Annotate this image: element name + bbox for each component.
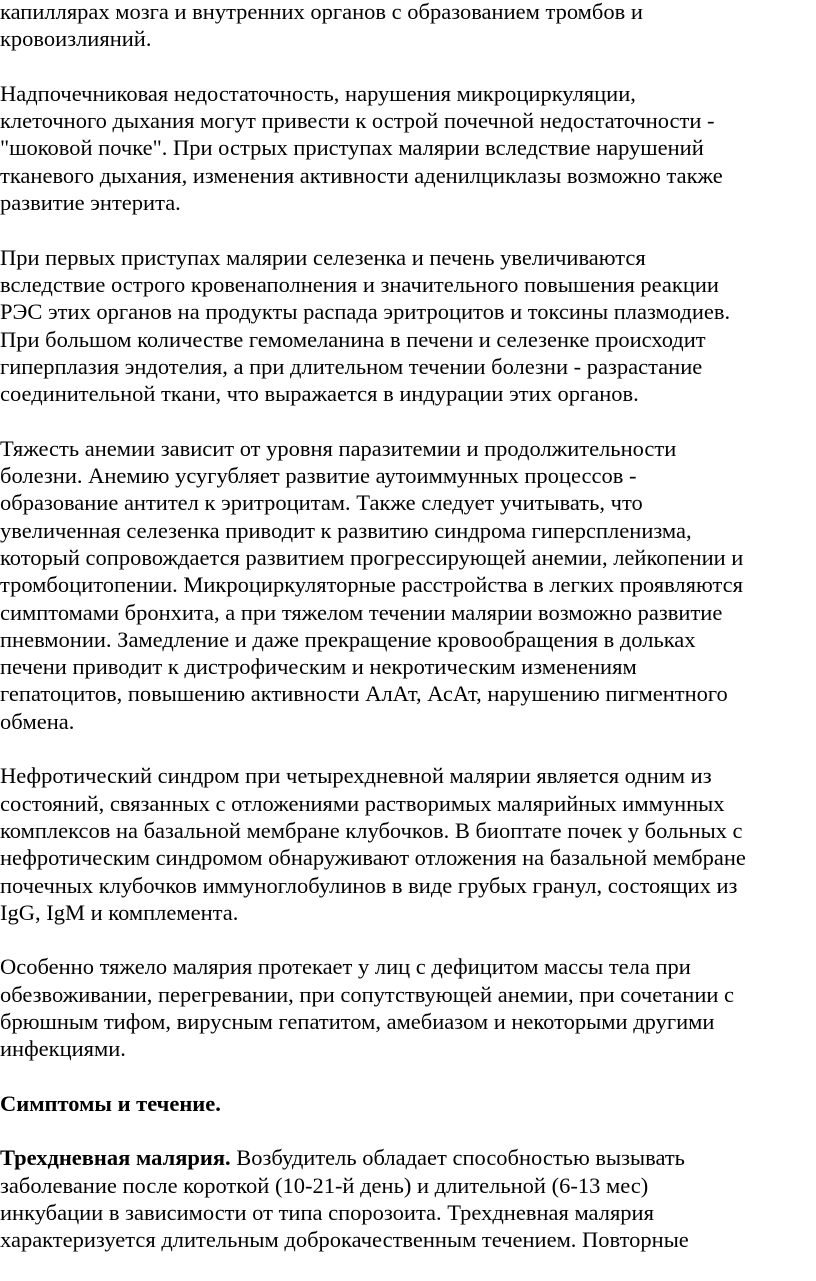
text-line: брюшным тифом, вирусным гепатитом, амебиазом и некоторыми другими [0, 1008, 715, 1034]
text-line: кровоизлияний. [0, 26, 152, 52]
text-line: капиллярах мозга и внутренних органов с образованием тромбов и [0, 0, 643, 24]
section-heading [0, 1090, 816, 1117]
text-line: гепатоцитов, повышению активности АлАт, АсАт, нарушению пигментного [0, 681, 728, 707]
text-line: печени приводит к дистрофическим и некротическим изменениям [0, 654, 637, 680]
text-line: Тяжесть анемии зависит от уровня паразитемии и продолжительности [0, 435, 677, 461]
text-line: Надпочечниковая недостаточность, нарушения микроциркуляции, [0, 80, 636, 106]
text-line: Особенно тяжело малярия протекает у лиц с дефицитом массы тела при [0, 954, 691, 980]
text-line: который сопровождается развитием прогрессирующей анемии, лейкопении и [0, 544, 744, 570]
text-line: При большом количестве гемомеланина в печени и селезенке происходит [0, 326, 706, 352]
text-line: характеризуется длительным доброкачественным течением. Повторные [0, 1227, 689, 1253]
text-line: клеточного дыхания могут привести к острой почечной недостаточности - [0, 108, 715, 134]
text-line: соединительной ткани, что выражается в индурации этих органов. [0, 381, 639, 407]
text-line: болезни. Анемию усугубляет развитие аутоиммунных процессов - [0, 463, 637, 489]
text-line: РЭС этих органов на продукты распада эритроцитов и токсины плазмодиев. [0, 299, 731, 325]
text-line: тромбоцитопении. Микроциркуляторные расстройства в легких проявляются [0, 572, 743, 598]
text-line: комплексов на базальной мембране клубочков. В биоптате почек у больных с [0, 817, 743, 843]
paragraph-7 [0, 1144, 816, 1253]
text-line: IgG, IgM и комплемента. [0, 899, 239, 925]
text-line: вследствие острого кровенаполнения и значительного повышения реакции [0, 271, 719, 297]
text-line: развитие энтерита. [0, 190, 181, 216]
paragraph-5 [0, 762, 816, 926]
text-line: пневмонии. Замедление и даже прекращение кровообращения в дольках [0, 626, 696, 652]
text-line: "шоковой почке". При острых приступах малярии вследствие нарушений [0, 135, 704, 161]
paragraph-2 [0, 80, 816, 216]
paragraph-3 [0, 244, 816, 408]
text-line: образование антител к эритроцитам. Также следует учитывать, что [0, 490, 643, 516]
text-line: обезвоживании, перегревании, при сопутствующей анемии, при сочетании с [0, 981, 735, 1007]
text-line: симптомами бронхита, а при тяжелом течении малярии возможно развитие [0, 599, 723, 625]
paragraph-6 [0, 953, 816, 1062]
text-line: При первых приступах малярии селезенка и печень увеличиваются [0, 244, 646, 270]
section-heading-text: Симптомы и течение. [0, 1090, 221, 1116]
paragraph-4 [0, 435, 816, 735]
text-line: нефротическим синдромом обнаруживают отложения на базальной мембране [0, 845, 746, 871]
text-line: заболевание после короткой (10-21-й день) и длительной (6-13 мес) [0, 1172, 649, 1198]
text-line: инфекциями. [0, 1036, 126, 1062]
text-line [0, 1144, 816, 1171]
text-line: тканевого дыхания, изменения активности аденилциклазы возможно также [0, 162, 723, 188]
text-line-rest: Возбудитель обладает способностью вызывать [230, 1145, 685, 1171]
text-line: увеличенная селезенка приводит к развитию синдрома гиперспленизма, [0, 517, 692, 543]
text-line: инкубации в зависимости от типа спорозоита. Трехдневная малярия [0, 1200, 654, 1226]
lead-term: Трехдневная малярия. [0, 1145, 231, 1171]
text-line: гиперплазия эндотелия, а при длительном течении болезни - разрастание [0, 353, 703, 379]
text-line: почечных клубочков иммуноглобулинов в виде грубых гранул, состоящих из [0, 872, 738, 898]
paragraph-1 [0, 0, 816, 53]
text-line: обмена. [0, 708, 75, 734]
text-line: Нефротический синдром при четырехдневной малярии является одним из [0, 763, 712, 789]
text-line: состояний, связанных с отложениями растворимых малярийных иммунных [0, 790, 725, 816]
